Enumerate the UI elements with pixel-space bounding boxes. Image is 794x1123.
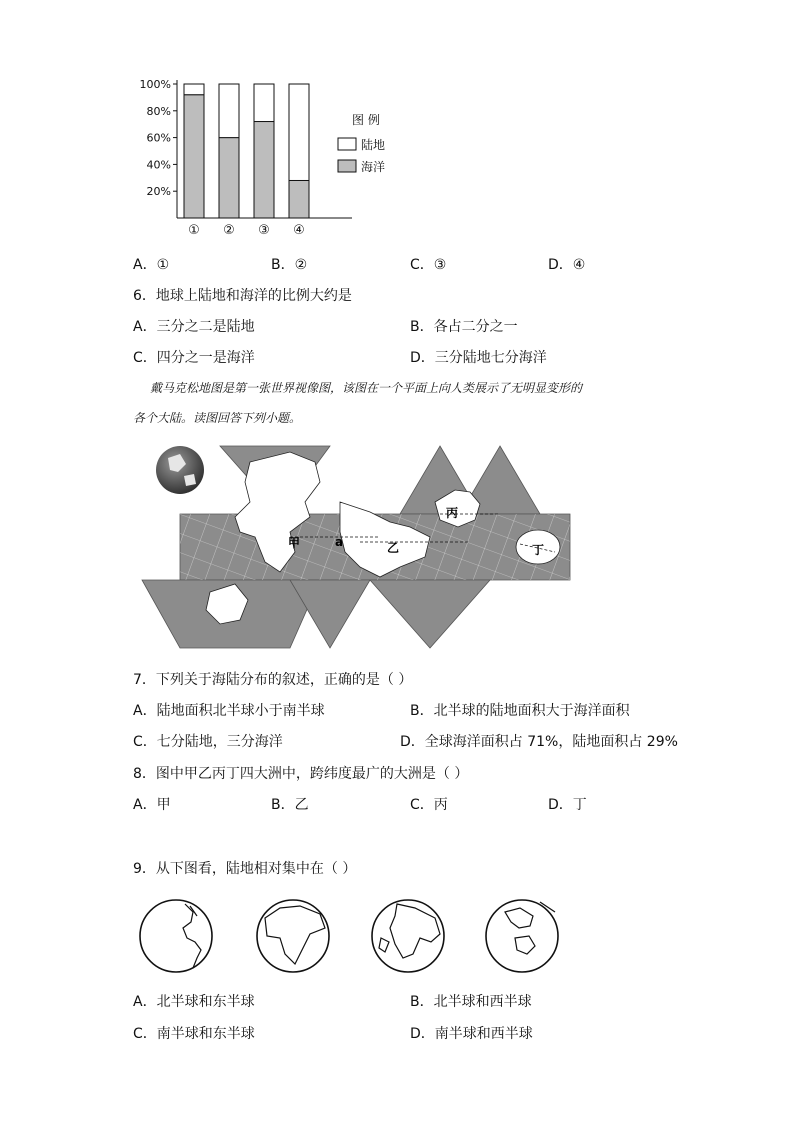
q7-option-d[interactable]: D．全球海洋面积占 71%，陆地面积占 29% <box>400 734 678 750</box>
land-ocean-bar-chart <box>130 72 400 242</box>
q8-option-b[interactable]: B．乙 <box>271 797 309 813</box>
passage-line-2: 各个大陆。读图回答下列小题。 <box>133 411 302 425</box>
q6-option-c[interactable]: C．四分之一是海洋 <box>133 350 255 366</box>
q7-option-b[interactable]: B．北半球的陆地面积大于海洋面积 <box>410 703 630 719</box>
y-tick-label: 80% <box>146 104 171 118</box>
map-label-jia: 甲 <box>288 536 301 550</box>
q8-stem: 8．图中甲乙丙丁四大洲中，跨纬度最广的大洲是（ ） <box>133 766 469 782</box>
map-label-yi: 乙 <box>387 541 400 555</box>
globe-icon <box>156 446 204 494</box>
q7-option-a[interactable]: A．陆地面积北半球小于南半球 <box>133 703 325 719</box>
map-label-a: a <box>335 535 344 549</box>
q5-option-d[interactable]: D．④ <box>548 257 586 273</box>
q9-option-c[interactable]: C．南半球和东半球 <box>133 1026 255 1042</box>
q6-stem: 6．地球上陆地和海洋的比例大约是 <box>133 288 352 304</box>
y-tick-label: 20% <box>146 185 171 199</box>
dymaxion-map <box>140 442 572 650</box>
x-tick-label: ④ <box>293 223 305 238</box>
q5-option-b[interactable]: B．② <box>271 257 308 273</box>
bar-land <box>184 84 204 95</box>
hemisphere-globes <box>135 898 565 978</box>
x-tick-label: ② <box>223 223 235 238</box>
y-tick-label: 100% <box>139 78 171 91</box>
bar-ocean <box>219 138 239 218</box>
bar-ocean <box>254 122 274 218</box>
globe-1-land <box>183 904 201 968</box>
x-tick-label: ③ <box>258 223 270 238</box>
q6-option-a[interactable]: A．三分之二是陆地 <box>133 319 255 335</box>
q6-option-b[interactable]: B．各占二分之一 <box>410 319 518 335</box>
q5-option-a[interactable]: A．① <box>133 257 170 273</box>
q9-option-a[interactable]: A．北半球和东半球 <box>133 994 255 1010</box>
bar-ocean <box>184 95 204 218</box>
globe-3-land <box>379 904 440 958</box>
bar-land <box>289 84 309 180</box>
q9-option-b[interactable]: B．北半球和西半球 <box>410 994 532 1010</box>
bar-land <box>219 84 239 138</box>
q8-option-d[interactable]: D．丁 <box>548 797 587 813</box>
map-label-ding: 丁 <box>532 543 545 557</box>
q6-option-d[interactable]: D．三分陆地七分海洋 <box>410 350 547 366</box>
q9-option-d[interactable]: D．南半球和西半球 <box>410 1026 533 1042</box>
y-tick-label: 60% <box>146 131 171 145</box>
bar-land <box>254 84 274 122</box>
passage-line-1: 戴马克松地图是第一张世界视像图，该图在一个平面上向人类展示了无明显变形的 <box>150 381 583 395</box>
q8-option-a[interactable]: A．甲 <box>133 797 171 813</box>
q9-stem: 9．从下图看，陆地相对集中在（ ） <box>133 861 357 877</box>
x-tick-label: ① <box>188 223 200 238</box>
legend-label: 陆地 <box>361 138 386 152</box>
legend-swatch <box>338 138 356 150</box>
legend-swatch <box>338 160 356 172</box>
legend-title: 图 例 <box>352 113 380 127</box>
q7-stem: 7．下列关于海陆分布的叙述，正确的是（ ） <box>133 672 413 688</box>
bar-ocean <box>289 180 309 218</box>
map-label-bing: 丙 <box>446 506 459 520</box>
globe-2-land <box>265 906 325 964</box>
legend-label: 海洋 <box>361 160 386 174</box>
q5-option-c[interactable]: C．③ <box>410 257 447 273</box>
y-tick-label: 40% <box>146 158 171 172</box>
q8-option-c[interactable]: C．丙 <box>410 797 448 813</box>
q7-option-c[interactable]: C．七分陆地，三分海洋 <box>133 734 283 750</box>
